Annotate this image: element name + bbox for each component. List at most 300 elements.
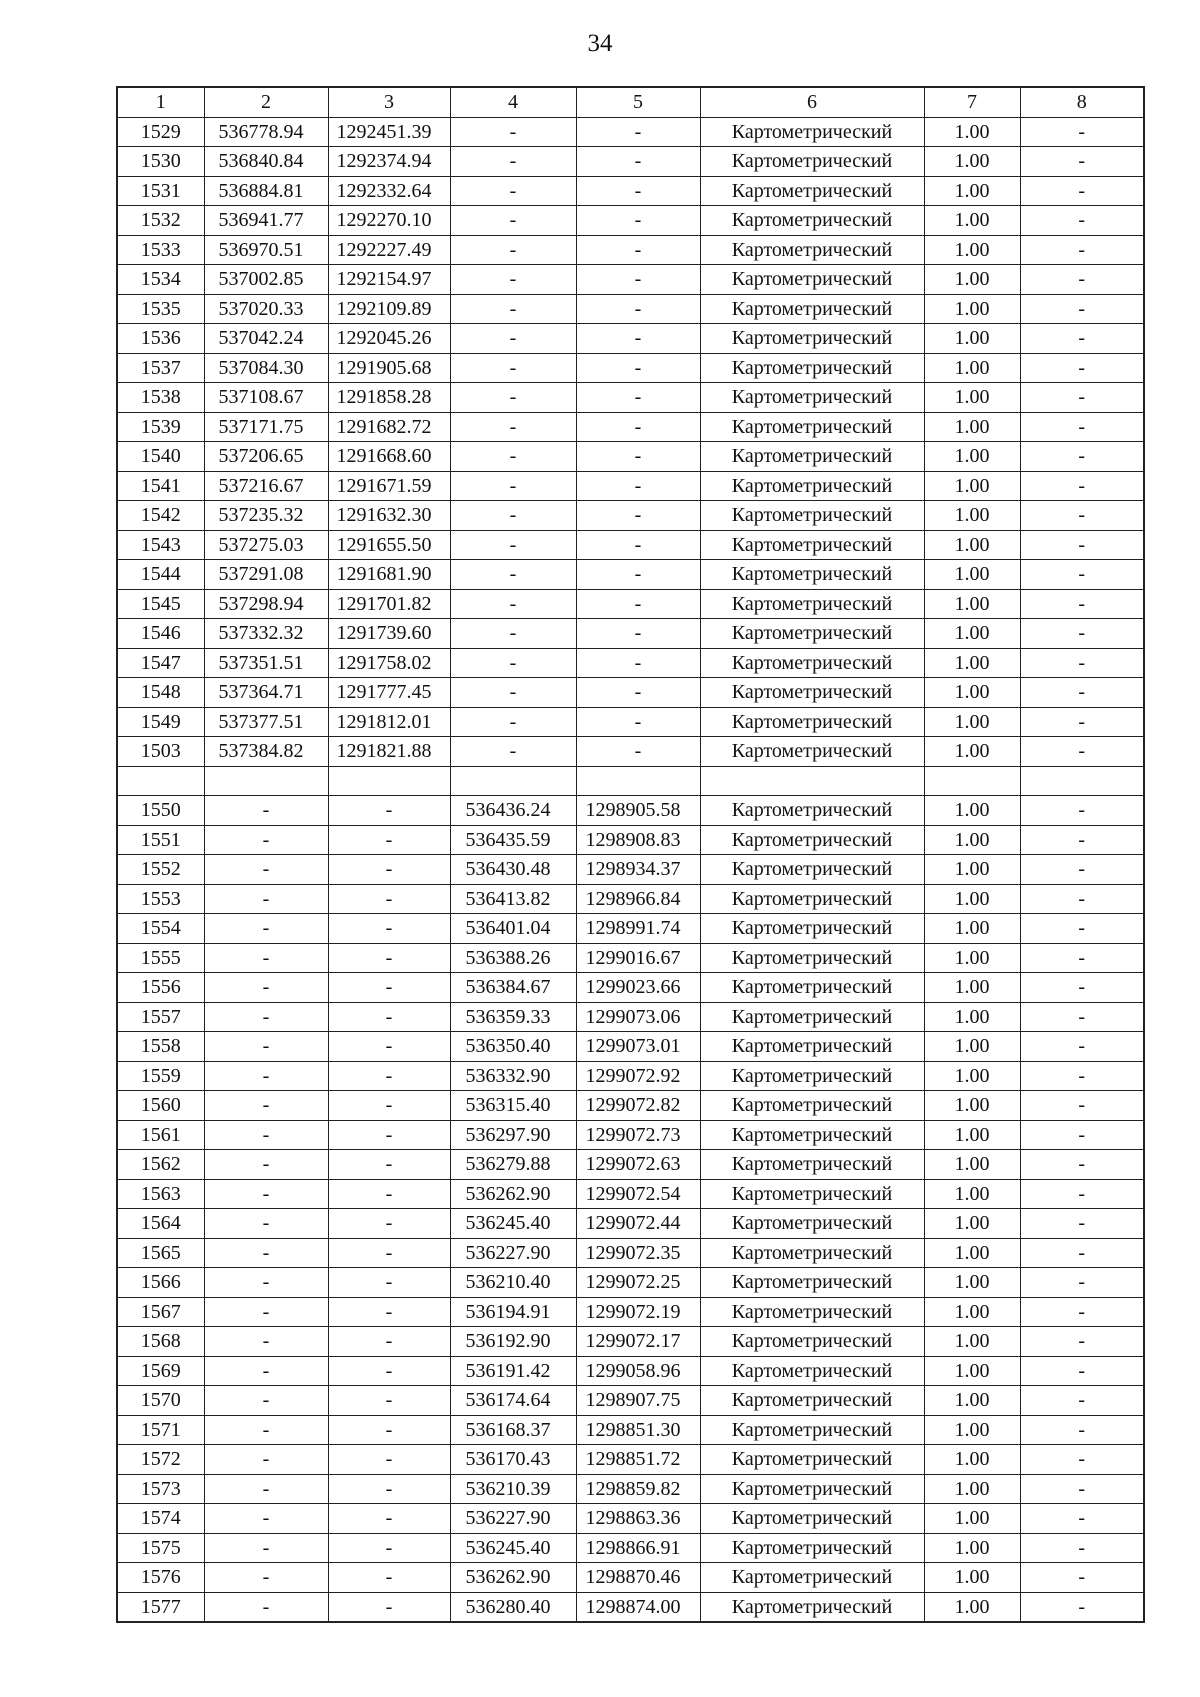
table-cell-col3: 1292045.26 xyxy=(328,324,450,354)
table-cell-col4: - xyxy=(450,471,576,501)
table-cell-col5: 1298866.91 xyxy=(576,1533,700,1563)
table-cell-col3: - xyxy=(328,1415,450,1445)
table-cell-col8: - xyxy=(1020,973,1144,1003)
table-cell-col6: Картометрический xyxy=(700,796,924,826)
table-cell-col4: - xyxy=(450,412,576,442)
table-row xyxy=(117,1002,1144,1032)
table-cell-col4: 536430.48 xyxy=(450,855,576,885)
table-cell-col4: 536436.24 xyxy=(450,796,576,826)
table-cell-col2: - xyxy=(204,943,328,973)
column-header-3: 3 xyxy=(328,87,450,117)
table-cell-col7: 1.00 xyxy=(924,914,1020,944)
table-cell-col3: - xyxy=(328,1592,450,1622)
table-row xyxy=(117,678,1144,708)
table-cell-col4: 536279.88 xyxy=(450,1150,576,1180)
table-cell-col6: Картометрический xyxy=(700,884,924,914)
table-cell-col6: Картометрический xyxy=(700,1415,924,1445)
table-cell-col2: 537020.33 xyxy=(204,294,328,324)
table-cell-col4: 536297.90 xyxy=(450,1120,576,1150)
table-cell-col3: - xyxy=(328,1120,450,1150)
table-cell-col7: 1.00 xyxy=(924,1445,1020,1475)
table-row xyxy=(117,1238,1144,1268)
table-cell-col7: 1.00 xyxy=(924,1002,1020,1032)
table-cell-col3: - xyxy=(328,1533,450,1563)
table-cell-col8: - xyxy=(1020,265,1144,295)
table-row xyxy=(117,412,1144,442)
table-cell-col7: 1.00 xyxy=(924,973,1020,1003)
table-cell-col8: - xyxy=(1020,707,1144,737)
table-cell-col5: - xyxy=(576,737,700,767)
table-cell-col2: - xyxy=(204,1563,328,1593)
table-row xyxy=(117,147,1144,177)
table-cell-col2: 537275.03 xyxy=(204,530,328,560)
table-cell-col6: Картометрический xyxy=(700,176,924,206)
table-cell-col4: 536170.43 xyxy=(450,1445,576,1475)
table-cell-col2: 537377.51 xyxy=(204,707,328,737)
table-header-row xyxy=(117,87,1144,117)
table-cell-col2: - xyxy=(204,914,328,944)
table-cell-col2: 536840.84 xyxy=(204,147,328,177)
table-cell-col7: 1.00 xyxy=(924,501,1020,531)
table-cell-col8: - xyxy=(1020,147,1144,177)
table-cell-col6: Картометрический xyxy=(700,1120,924,1150)
table-cell-col4: 536168.37 xyxy=(450,1415,576,1445)
table-cell-col1: 1539 xyxy=(117,412,204,442)
table-cell-col3: 1291758.02 xyxy=(328,648,450,678)
table-cell-col2: - xyxy=(204,1445,328,1475)
table-cell-col1: 1554 xyxy=(117,914,204,944)
table-row xyxy=(117,648,1144,678)
table-cell-col7: 1.00 xyxy=(924,442,1020,472)
table-cell-col5: - xyxy=(576,265,700,295)
table-cell-col6: Картометрический xyxy=(700,1533,924,1563)
table-cell-col8: - xyxy=(1020,1445,1144,1475)
table-cell-col4: - xyxy=(450,235,576,265)
table-cell-col5: 1298907.75 xyxy=(576,1386,700,1416)
table-cell-col6: Картометрический xyxy=(700,412,924,442)
table-cell-col3: - xyxy=(328,1209,450,1239)
table-cell-col8: - xyxy=(1020,1032,1144,1062)
table-cell-col2: - xyxy=(204,1533,328,1563)
table-cell-col1: 1567 xyxy=(117,1297,204,1327)
table-cell-col7: 1.00 xyxy=(924,678,1020,708)
table-cell-col1: 1531 xyxy=(117,176,204,206)
table-cell-col3: - xyxy=(328,1238,450,1268)
table-cell-col1: 1569 xyxy=(117,1356,204,1386)
table-row xyxy=(117,1533,1144,1563)
table-cell-col3: - xyxy=(328,1032,450,1062)
table-cell-col1: 1562 xyxy=(117,1150,204,1180)
table-cell-col1: 1572 xyxy=(117,1445,204,1475)
table-cell-col5: - xyxy=(576,383,700,413)
table-cell-col2: 537108.67 xyxy=(204,383,328,413)
table-cell-col4: 536332.90 xyxy=(450,1061,576,1091)
table-cell-col1: 1545 xyxy=(117,589,204,619)
table-row xyxy=(117,560,1144,590)
table-cell-col5: 1298908.83 xyxy=(576,825,700,855)
table-cell-col1: 1565 xyxy=(117,1238,204,1268)
table-cell-col2: - xyxy=(204,1386,328,1416)
table-cell-col3: - xyxy=(328,855,450,885)
table-cell-col5: - xyxy=(576,678,700,708)
table-cell-col7: 1.00 xyxy=(924,1533,1020,1563)
table-row xyxy=(117,117,1144,147)
table-cell-col3: - xyxy=(328,1268,450,1298)
table-cell-col8: - xyxy=(1020,383,1144,413)
table-cell-col5: 1299016.67 xyxy=(576,943,700,973)
table-cell-col1: 1566 xyxy=(117,1268,204,1298)
table-cell-col3: - xyxy=(328,1386,450,1416)
table-cell-col4: 536315.40 xyxy=(450,1091,576,1121)
table-cell-col1: 1577 xyxy=(117,1592,204,1622)
table-cell-col5: - xyxy=(576,560,700,590)
table-cell-col5: - xyxy=(576,707,700,737)
table-cell-col2: 537084.30 xyxy=(204,353,328,383)
table-cell-col2: - xyxy=(204,1268,328,1298)
table-cell-col7 xyxy=(924,766,1020,796)
table-cell-col6: Картометрический xyxy=(700,294,924,324)
table-cell-col2: 537291.08 xyxy=(204,560,328,590)
table-cell-col2: - xyxy=(204,1032,328,1062)
table-cell-col3: 1291812.01 xyxy=(328,707,450,737)
table-cell-col8: - xyxy=(1020,943,1144,973)
table-cell-col8: - xyxy=(1020,206,1144,236)
table-cell-col5: 1299072.82 xyxy=(576,1091,700,1121)
table-cell-col5: - xyxy=(576,471,700,501)
column-header-1: 1 xyxy=(117,87,204,117)
table-cell-col3: - xyxy=(328,943,450,973)
table-cell-col7: 1.00 xyxy=(924,1238,1020,1268)
table-cell-col8: - xyxy=(1020,1592,1144,1622)
table-cell-col8: - xyxy=(1020,442,1144,472)
table-row xyxy=(117,943,1144,973)
table-cell-col3: 1291671.59 xyxy=(328,471,450,501)
table-cell-col4: 536359.33 xyxy=(450,1002,576,1032)
table-cell-col6: Картометрический xyxy=(700,648,924,678)
table-cell-col6: Картометрический xyxy=(700,1327,924,1357)
table-cell-col8: - xyxy=(1020,825,1144,855)
table-cell-col1: 1564 xyxy=(117,1209,204,1239)
table-cell-col8: - xyxy=(1020,176,1144,206)
coordinates-table xyxy=(116,86,1145,1623)
table-cell-col5: - xyxy=(576,147,700,177)
table-cell-col2: 537298.94 xyxy=(204,589,328,619)
table-cell-col1: 1560 xyxy=(117,1091,204,1121)
table-cell-col4: - xyxy=(450,678,576,708)
table-cell-col5: - xyxy=(576,619,700,649)
table-cell-col6: Картометрический xyxy=(700,914,924,944)
table-cell-col1: 1538 xyxy=(117,383,204,413)
table-cell-col3: 1291905.68 xyxy=(328,353,450,383)
table-cell-col2: 536778.94 xyxy=(204,117,328,147)
table-row xyxy=(117,707,1144,737)
table-cell-col3: - xyxy=(328,1327,450,1357)
table-cell-col7: 1.00 xyxy=(924,1563,1020,1593)
table-cell-col5: 1299072.73 xyxy=(576,1120,700,1150)
table-cell-col7: 1.00 xyxy=(924,648,1020,678)
table-cell-col7: 1.00 xyxy=(924,619,1020,649)
table-cell-col3: 1292374.94 xyxy=(328,147,450,177)
table-cell-col4: 536174.64 xyxy=(450,1386,576,1416)
table-cell-col4: 536210.40 xyxy=(450,1268,576,1298)
table-cell-col4: 536227.90 xyxy=(450,1504,576,1534)
table-cell-col3: - xyxy=(328,1504,450,1534)
table-cell-col3: - xyxy=(328,973,450,1003)
table-cell-col7: 1.00 xyxy=(924,1592,1020,1622)
table-cell-col7: 1.00 xyxy=(924,265,1020,295)
table-cell-col1: 1568 xyxy=(117,1327,204,1357)
table-cell-col8: - xyxy=(1020,560,1144,590)
table-cell-col7: 1.00 xyxy=(924,855,1020,885)
table-cell-col8: - xyxy=(1020,1238,1144,1268)
table-cell-col6: Картометрический xyxy=(700,707,924,737)
table-cell-col8: - xyxy=(1020,1209,1144,1239)
table-cell-col7: 1.00 xyxy=(924,1504,1020,1534)
table-row xyxy=(117,1032,1144,1062)
table-row xyxy=(117,1445,1144,1475)
table-cell-col6: Картометрический xyxy=(700,353,924,383)
column-header-5: 5 xyxy=(576,87,700,117)
table-cell-col2: - xyxy=(204,1356,328,1386)
table-cell-col5: 1298859.82 xyxy=(576,1474,700,1504)
table-cell-col6: Картометрический xyxy=(700,1356,924,1386)
table-row xyxy=(117,1474,1144,1504)
table-cell-col4: 536192.90 xyxy=(450,1327,576,1357)
table-cell-col4: 536350.40 xyxy=(450,1032,576,1062)
table-row xyxy=(117,501,1144,531)
table-cell-col8: - xyxy=(1020,1091,1144,1121)
table-cell-col6: Картометрический xyxy=(700,383,924,413)
table-cell-col5: 1298966.84 xyxy=(576,884,700,914)
table-cell-col7: 1.00 xyxy=(924,235,1020,265)
table-cell-col1: 1552 xyxy=(117,855,204,885)
table-cell-col4: - xyxy=(450,147,576,177)
table-cell-col2: - xyxy=(204,884,328,914)
table-cell-col2: - xyxy=(204,1474,328,1504)
table-cell-col5: 1298851.72 xyxy=(576,1445,700,1475)
table-cell-col7: 1.00 xyxy=(924,206,1020,236)
table-cell-col6: Картометрический xyxy=(700,619,924,649)
table-cell-col2: 537364.71 xyxy=(204,678,328,708)
table-cell-col2: - xyxy=(204,1120,328,1150)
table-cell-col7: 1.00 xyxy=(924,294,1020,324)
table-cell-col1: 1540 xyxy=(117,442,204,472)
table-cell-col8: - xyxy=(1020,235,1144,265)
table-row xyxy=(117,530,1144,560)
table-cell-col7: 1.00 xyxy=(924,707,1020,737)
table-cell-col6: Картометрический xyxy=(700,589,924,619)
table-cell-col5: - xyxy=(576,442,700,472)
table-cell-col7: 1.00 xyxy=(924,324,1020,354)
table-cell-col5: 1298905.58 xyxy=(576,796,700,826)
table-cell-col7: 1.00 xyxy=(924,1150,1020,1180)
table-cell-col3: 1291668.60 xyxy=(328,442,450,472)
table-body xyxy=(117,117,1144,1622)
table-cell-col2: - xyxy=(204,825,328,855)
table-cell-col8: - xyxy=(1020,914,1144,944)
table-cell-col3: 1292332.64 xyxy=(328,176,450,206)
table-cell-col5: 1299058.96 xyxy=(576,1356,700,1386)
page-number: 34 xyxy=(587,30,613,57)
table-cell-col5: - xyxy=(576,294,700,324)
table-cell-col6: Картометрический xyxy=(700,235,924,265)
table-cell-col8: - xyxy=(1020,1120,1144,1150)
table-cell-col2: 537206.65 xyxy=(204,442,328,472)
table-cell-col1: 1503 xyxy=(117,737,204,767)
table-cell-col5: - xyxy=(576,353,700,383)
table-cell-col3: 1291681.90 xyxy=(328,560,450,590)
table-cell-col1: 1576 xyxy=(117,1563,204,1593)
table-cell-col4: 536280.40 xyxy=(450,1592,576,1622)
table-cell-col2: - xyxy=(204,1592,328,1622)
table-cell-col7: 1.00 xyxy=(924,796,1020,826)
table-cell-col4: - xyxy=(450,383,576,413)
table-cell-col3 xyxy=(328,766,450,796)
table-cell-col1: 1529 xyxy=(117,117,204,147)
table-row xyxy=(117,176,1144,206)
table-cell-col4: 536245.40 xyxy=(450,1533,576,1563)
table-cell-col3: 1291858.28 xyxy=(328,383,450,413)
table-cell-col2 xyxy=(204,766,328,796)
table-cell-col7: 1.00 xyxy=(924,530,1020,560)
table-row xyxy=(117,324,1144,354)
table-cell-col4: 536210.39 xyxy=(450,1474,576,1504)
table-cell-col8: - xyxy=(1020,294,1144,324)
table-cell-col6: Картометрический xyxy=(700,855,924,885)
table-cell-col6: Картометрический xyxy=(700,1238,924,1268)
table-cell-col3: 1291682.72 xyxy=(328,412,450,442)
table-cell-col2: 537216.67 xyxy=(204,471,328,501)
table-cell-col1: 1534 xyxy=(117,265,204,295)
table-cell-col2: 537384.82 xyxy=(204,737,328,767)
table-cell-col3: - xyxy=(328,1091,450,1121)
table-cell-col1: 1570 xyxy=(117,1386,204,1416)
table-row xyxy=(117,206,1144,236)
table-cell-col8: - xyxy=(1020,412,1144,442)
table-cell-col3: 1292270.10 xyxy=(328,206,450,236)
table-cell-col7: 1.00 xyxy=(924,1474,1020,1504)
table-cell-col6: Картометрический xyxy=(700,324,924,354)
table-cell-col4: 536435.59 xyxy=(450,825,576,855)
table-cell-col4: 536194.91 xyxy=(450,1297,576,1327)
table-cell-col8: - xyxy=(1020,796,1144,826)
table-cell-col4: - xyxy=(450,501,576,531)
table-cell-col1: 1546 xyxy=(117,619,204,649)
table-cell-col6: Картометрический xyxy=(700,1592,924,1622)
table-cell-col4: - xyxy=(450,353,576,383)
table-row xyxy=(117,1268,1144,1298)
table-cell-col2: - xyxy=(204,1061,328,1091)
table-cell-col8: - xyxy=(1020,1268,1144,1298)
table-cell-col7: 1.00 xyxy=(924,176,1020,206)
table-cell-col8: - xyxy=(1020,1297,1144,1327)
table-cell-col3: 1292109.89 xyxy=(328,294,450,324)
table-cell-col5: - xyxy=(576,324,700,354)
table-cell-col5: - xyxy=(576,235,700,265)
table-cell-col8: - xyxy=(1020,1533,1144,1563)
table-cell-col4: - xyxy=(450,737,576,767)
table-cell-col2: 536970.51 xyxy=(204,235,328,265)
table-cell-col4: - xyxy=(450,324,576,354)
table-cell-col5 xyxy=(576,766,700,796)
table-cell-col4: 536262.90 xyxy=(450,1179,576,1209)
table-cell-col6: Картометрический xyxy=(700,560,924,590)
table-cell-col7: 1.00 xyxy=(924,1032,1020,1062)
table-cell-col8 xyxy=(1020,766,1144,796)
table-cell-col1: 1556 xyxy=(117,973,204,1003)
table-row xyxy=(117,1297,1144,1327)
table-cell-col4: 536401.04 xyxy=(450,914,576,944)
table-cell-col3: - xyxy=(328,1179,450,1209)
table-cell-col6: Картометрический xyxy=(700,1386,924,1416)
table-cell-col5: 1298851.30 xyxy=(576,1415,700,1445)
table-cell-col6: Картометрический xyxy=(700,1179,924,1209)
table-cell-col2: - xyxy=(204,1415,328,1445)
table-cell-col6: Картометрический xyxy=(700,737,924,767)
column-header-2: 2 xyxy=(204,87,328,117)
table-cell-col4: 536245.40 xyxy=(450,1209,576,1239)
table-cell-col1: 1550 xyxy=(117,796,204,826)
table-cell-col1: 1575 xyxy=(117,1533,204,1563)
table-row xyxy=(117,825,1144,855)
table-cell-col2: - xyxy=(204,1091,328,1121)
table-cell-col3: - xyxy=(328,1002,450,1032)
table-cell-col3: - xyxy=(328,1563,450,1593)
table-cell-col1: 1553 xyxy=(117,884,204,914)
table-cell-col7: 1.00 xyxy=(924,353,1020,383)
table-row xyxy=(117,1327,1144,1357)
table-cell-col8: - xyxy=(1020,589,1144,619)
column-header-8: 8 xyxy=(1020,87,1144,117)
table-cell-col7: 1.00 xyxy=(924,147,1020,177)
table-cell-col2: - xyxy=(204,1002,328,1032)
table-cell-col4: 536388.26 xyxy=(450,943,576,973)
table-cell-col6: Картометрический xyxy=(700,147,924,177)
table-cell-col6: Картометрический xyxy=(700,265,924,295)
table-cell-col1: 1558 xyxy=(117,1032,204,1062)
table-cell-col8: - xyxy=(1020,1327,1144,1357)
table-cell-col6: Картометрический xyxy=(700,1091,924,1121)
table-row xyxy=(117,383,1144,413)
table-cell-col2: - xyxy=(204,1297,328,1327)
table-row-separator xyxy=(117,766,1144,796)
table-cell-col4: 536413.82 xyxy=(450,884,576,914)
column-header-7: 7 xyxy=(924,87,1020,117)
table-cell-col1: 1559 xyxy=(117,1061,204,1091)
table-cell-col8: - xyxy=(1020,471,1144,501)
table-cell-col3: 1292451.39 xyxy=(328,117,450,147)
table-cell-col8: - xyxy=(1020,1179,1144,1209)
table-cell-col5: 1299072.17 xyxy=(576,1327,700,1357)
table-cell-col2: - xyxy=(204,1327,328,1357)
table-cell-col5: - xyxy=(576,176,700,206)
table-row xyxy=(117,855,1144,885)
table-cell-col5: - xyxy=(576,530,700,560)
table-cell-col6: Картометрический xyxy=(700,117,924,147)
table-row xyxy=(117,1061,1144,1091)
table-cell-col6: Картометрический xyxy=(700,1474,924,1504)
table-cell-col4: - xyxy=(450,619,576,649)
table-cell-col8: - xyxy=(1020,1150,1144,1180)
table-cell-col2: - xyxy=(204,1209,328,1239)
table-cell-col1: 1542 xyxy=(117,501,204,531)
table-cell-col4: - xyxy=(450,176,576,206)
table-cell-col3: 1291701.82 xyxy=(328,589,450,619)
table-cell-col8: - xyxy=(1020,1474,1144,1504)
table-cell-col2: 537351.51 xyxy=(204,648,328,678)
table-cell-col6: Картометрический xyxy=(700,1504,924,1534)
table-cell-col4: 536227.90 xyxy=(450,1238,576,1268)
